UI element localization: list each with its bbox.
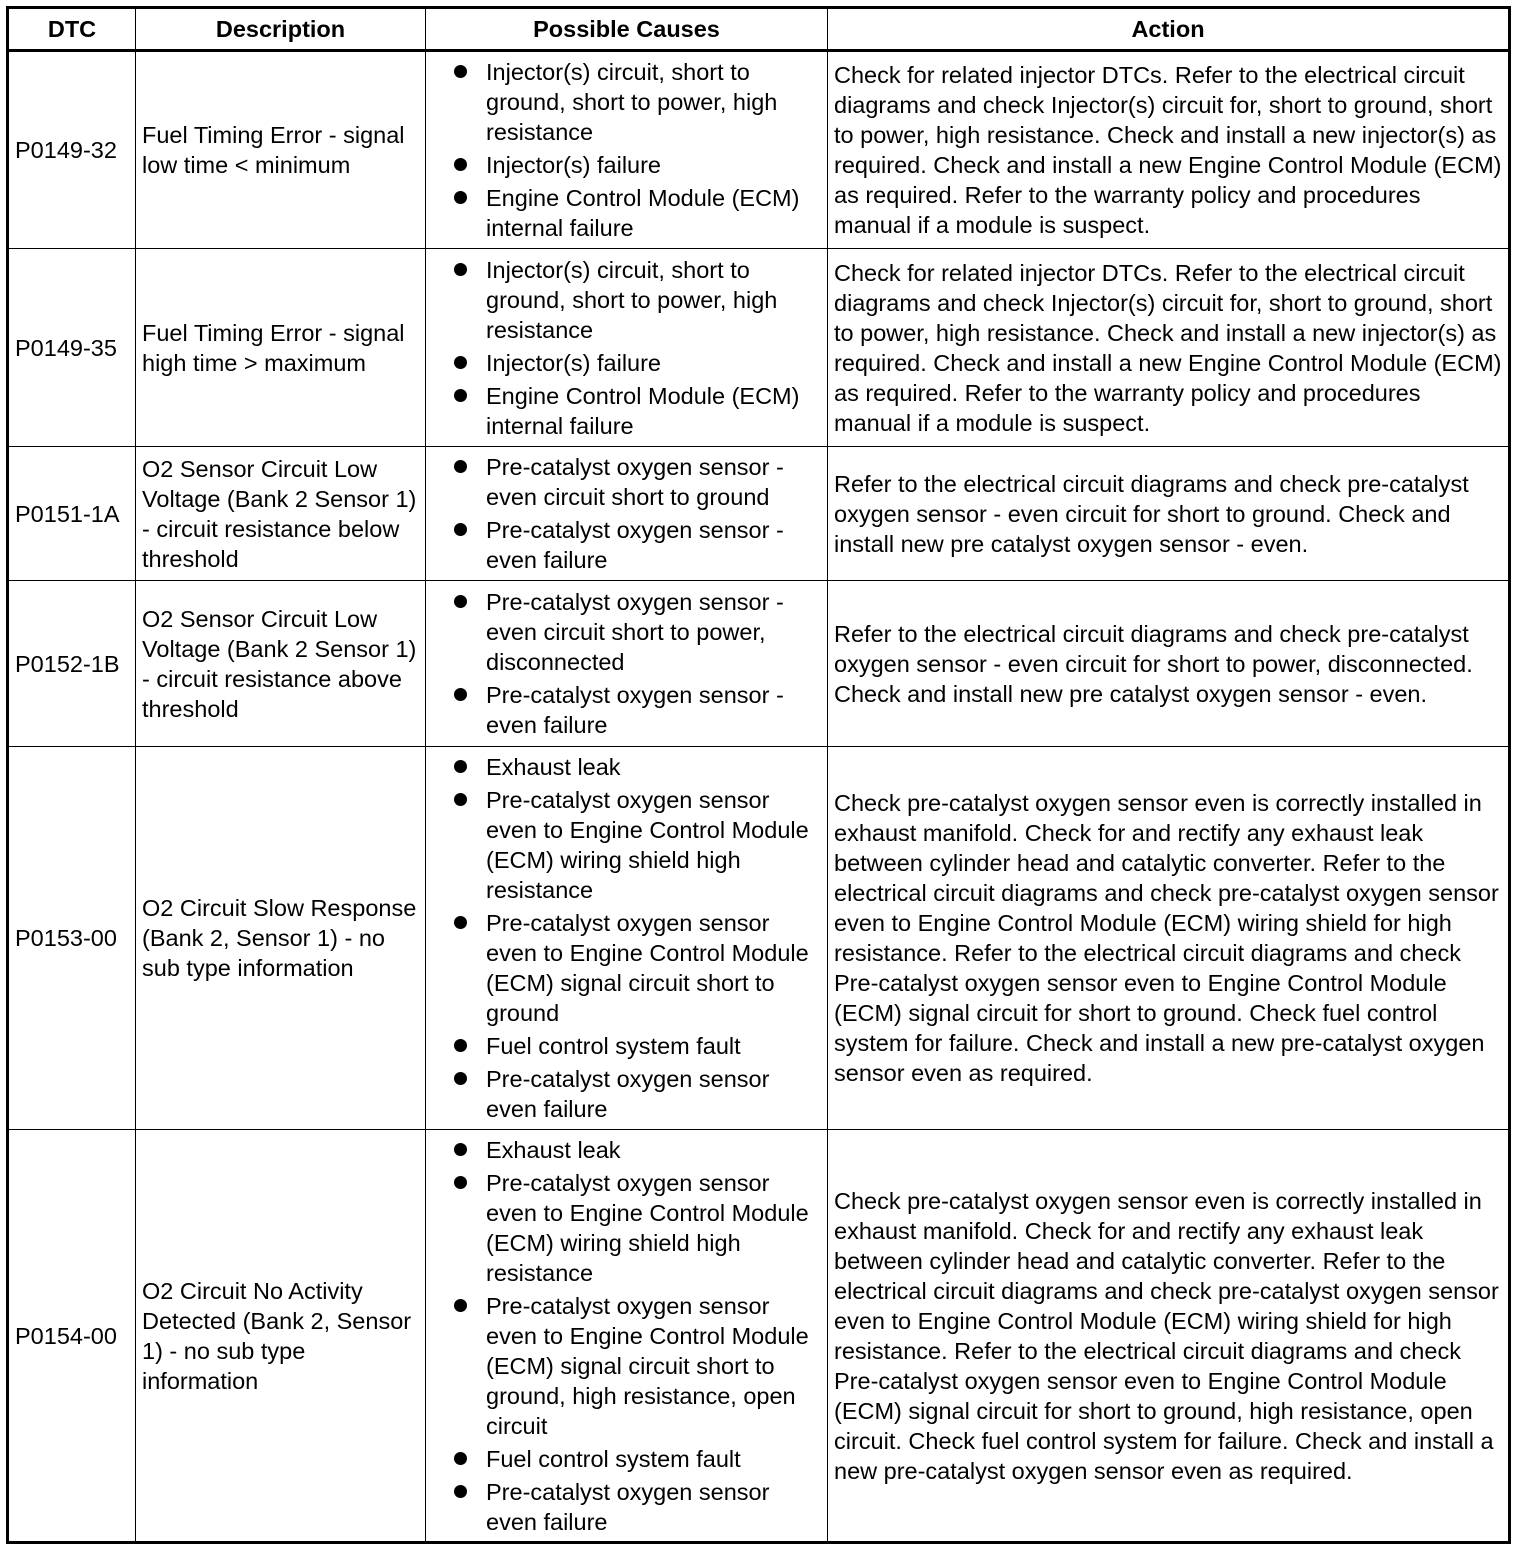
cause-text: Fuel control system fault bbox=[486, 1033, 741, 1059]
bullet-icon bbox=[454, 158, 467, 171]
bullet-icon bbox=[454, 1452, 467, 1465]
bullet-icon bbox=[454, 389, 467, 402]
cause-item bbox=[432, 57, 823, 147]
causes-list bbox=[432, 57, 823, 243]
causes-list bbox=[432, 752, 823, 1124]
dtc-table bbox=[6, 6, 1511, 1544]
possible-causes bbox=[426, 747, 828, 1130]
dtc-code: P0149-32 bbox=[8, 51, 136, 249]
cause-item bbox=[432, 183, 823, 243]
cause-text: Pre-catalyst oxygen sensor even to Engine Control Module (ECM) wiring shield high resistance bbox=[486, 1169, 809, 1286]
dtc-action: Refer to the electrical circuit diagrams and check pre-catalyst oxygen sensor - even circuit for short to ground. Check and install new pre catalyst oxygen sensor - even. bbox=[828, 447, 1510, 581]
bullet-icon bbox=[454, 1143, 467, 1156]
bullet-icon bbox=[454, 65, 467, 78]
cause-text: Exhaust leak bbox=[486, 1136, 621, 1163]
dtc-description: O2 Sensor Circuit Low Voltage (Bank 2 Sensor 1) - circuit resistance above threshold bbox=[136, 581, 426, 747]
cause-text: Injector(s) failure bbox=[486, 349, 661, 376]
table-row bbox=[8, 447, 1510, 581]
causes-list bbox=[432, 587, 823, 740]
cause-text: Pre-catalyst oxygen sensor - even circuit short to power, disconnected bbox=[486, 589, 784, 675]
dtc-description: O2 Circuit No Activity Detected (Bank 2, Sensor 1) - no sub type information bbox=[136, 1130, 426, 1543]
possible-causes bbox=[426, 51, 828, 249]
bullet-icon bbox=[454, 688, 467, 701]
cause-text: Pre-catalyst oxygen sensor even failure bbox=[486, 1478, 770, 1535]
dtc-description: Fuel Timing Error - signal low time < minimum bbox=[136, 51, 426, 249]
bullet-icon bbox=[454, 760, 467, 773]
table-row bbox=[8, 747, 1510, 1130]
dtc-action: Check pre-catalyst oxygen sensor even is correctly installed in exhaust manifold. Check for and rectify any exhaust leak between cylinder head and catalytic converter. Refer to the electrical circuit diagrams and check pre-catalyst oxygen sensor even to Engine Control Module (ECM) wiring shield for high resistance. Refer to the electrical circuit diagrams and check Pre-catalyst oxygen sensor even to Engine Control Module (ECM) signal circuit for short to ground, high resistance, open circuit. Check fuel control system for failure. Check and install a new pre-catalyst oxygen sensor even as required. bbox=[828, 1130, 1510, 1543]
cause-item bbox=[432, 1135, 823, 1165]
possible-causes bbox=[426, 447, 828, 581]
bullet-icon bbox=[454, 460, 467, 473]
cause-text: Fuel control system fault bbox=[486, 1445, 741, 1472]
dtc-description: O2 Circuit Slow Response (Bank 2, Sensor 1) - no sub type information bbox=[136, 747, 426, 1130]
column-header-description: Description bbox=[136, 8, 426, 51]
table-row bbox=[8, 1130, 1510, 1543]
cause-item bbox=[432, 255, 823, 345]
bullet-icon bbox=[454, 1485, 467, 1498]
cause-text: Engine Control Module (ECM) internal failure bbox=[486, 185, 800, 241]
table-row bbox=[8, 249, 1510, 447]
cause-item bbox=[432, 1168, 823, 1288]
bullet-icon bbox=[454, 1039, 467, 1052]
cause-item bbox=[432, 752, 823, 782]
cause-item bbox=[432, 1031, 823, 1061]
cause-item bbox=[432, 348, 823, 378]
table-header-row bbox=[8, 8, 1510, 51]
cause-item bbox=[432, 515, 823, 575]
bullet-icon bbox=[454, 1176, 467, 1189]
dtc-description: O2 Sensor Circuit Low Voltage (Bank 2 Sensor 1) - circuit resistance below threshold bbox=[136, 447, 426, 581]
cause-text: Engine Control Module (ECM) internal failure bbox=[486, 382, 800, 439]
cause-text: Pre-catalyst oxygen sensor even to Engine Control Module (ECM) signal circuit short to ground bbox=[486, 910, 809, 1026]
cause-item bbox=[432, 680, 823, 740]
cause-item bbox=[432, 452, 823, 512]
cause-item bbox=[432, 381, 823, 441]
cause-text: Pre-catalyst oxygen sensor even to Engine Control Module (ECM) signal circuit short to ground, high resistance, open circuit bbox=[486, 1292, 809, 1439]
causes-list bbox=[432, 255, 823, 441]
dtc-description: Fuel Timing Error - signal high time > maximum bbox=[136, 249, 426, 447]
column-header-action: Action bbox=[828, 8, 1510, 51]
cause-item bbox=[432, 908, 823, 1028]
cause-item bbox=[432, 1477, 823, 1537]
cause-text: Injector(s) circuit, short to ground, short to power, high resistance bbox=[486, 256, 778, 343]
bullet-icon bbox=[454, 191, 467, 204]
dtc-action: Check for related injector DTCs. Refer to the electrical circuit diagrams and check Injector(s) circuit for, short to ground, short to power, high resistance. Check and install a new injector(s) as required. Check and install a new Engine Control Module (ECM) as required. Refer to the warranty policy and procedures manual if a module is suspect. bbox=[828, 249, 1510, 447]
dtc-code: P0154-00 bbox=[8, 1130, 136, 1543]
column-header-dtc: DTC bbox=[8, 8, 136, 51]
possible-causes bbox=[426, 581, 828, 747]
cause-item bbox=[432, 587, 823, 677]
table-row bbox=[8, 581, 1510, 747]
cause-text: Pre-catalyst oxygen sensor - even circuit short to ground bbox=[486, 454, 784, 510]
dtc-code: P0152-1B bbox=[8, 581, 136, 747]
dtc-code: P0151-1A bbox=[8, 447, 136, 581]
dtc-action: Check for related injector DTCs. Refer to the electrical circuit diagrams and check Injector(s) circuit for, short to ground, short to power, high resistance. Check and install a new injector(s) as required. Check and install a new Engine Control Module (ECM) as required. Refer to the warranty policy and procedures manual if a module is suspect. bbox=[828, 51, 1510, 249]
possible-causes bbox=[426, 1130, 828, 1543]
cause-item bbox=[432, 1291, 823, 1441]
cause-text: Injector(s) failure bbox=[486, 152, 661, 178]
cause-text: Pre-catalyst oxygen sensor even failure bbox=[486, 1066, 770, 1122]
cause-text: Pre-catalyst oxygen sensor - even failure bbox=[486, 682, 784, 738]
column-header-possible-causes: Possible Causes bbox=[426, 8, 828, 51]
bullet-icon bbox=[454, 595, 467, 608]
bullet-icon bbox=[454, 916, 467, 929]
causes-list bbox=[432, 1135, 823, 1537]
cause-text: Pre-catalyst oxygen sensor - even failure bbox=[486, 517, 784, 573]
bullet-icon bbox=[454, 793, 467, 806]
dtc-action: Check pre-catalyst oxygen sensor even is correctly installed in exhaust manifold. Check for and rectify any exhaust leak between cylinder head and catalytic converter. Refer to the electrical circuit diagrams and check pre-catalyst oxygen sensor even to Engine Control Module (ECM) wiring shield for high resistance. Refer to the electrical circuit diagrams and check Pre-catalyst oxygen sensor even to Engine Control Module (ECM) signal circuit for short to ground. Check fuel control system for failure. Check and install a new pre-catalyst oxygen sensor even as required. bbox=[828, 747, 1510, 1130]
cause-text: Exhaust leak bbox=[486, 754, 621, 780]
dtc-code: P0153-00 bbox=[8, 747, 136, 1130]
dtc-action: Refer to the electrical circuit diagrams and check pre-catalyst oxygen sensor - even circuit for short to power, disconnected. Check and install new pre catalyst oxygen sensor - even. bbox=[828, 581, 1510, 747]
possible-causes bbox=[426, 249, 828, 447]
cause-item bbox=[432, 1064, 823, 1124]
cause-item bbox=[432, 1444, 823, 1474]
bullet-icon bbox=[454, 523, 467, 536]
bullet-icon bbox=[454, 263, 467, 276]
cause-item bbox=[432, 150, 823, 180]
dtc-code: P0149-35 bbox=[8, 249, 136, 447]
cause-text: Pre-catalyst oxygen sensor even to Engine Control Module (ECM) wiring shield high resistance bbox=[486, 787, 809, 903]
cause-text: Injector(s) circuit, short to ground, short to power, high resistance bbox=[486, 59, 778, 145]
causes-list bbox=[432, 452, 823, 575]
bullet-icon bbox=[454, 356, 467, 369]
bullet-icon bbox=[454, 1072, 467, 1085]
table-row bbox=[8, 51, 1510, 249]
bullet-icon bbox=[454, 1299, 467, 1312]
cause-item bbox=[432, 785, 823, 905]
